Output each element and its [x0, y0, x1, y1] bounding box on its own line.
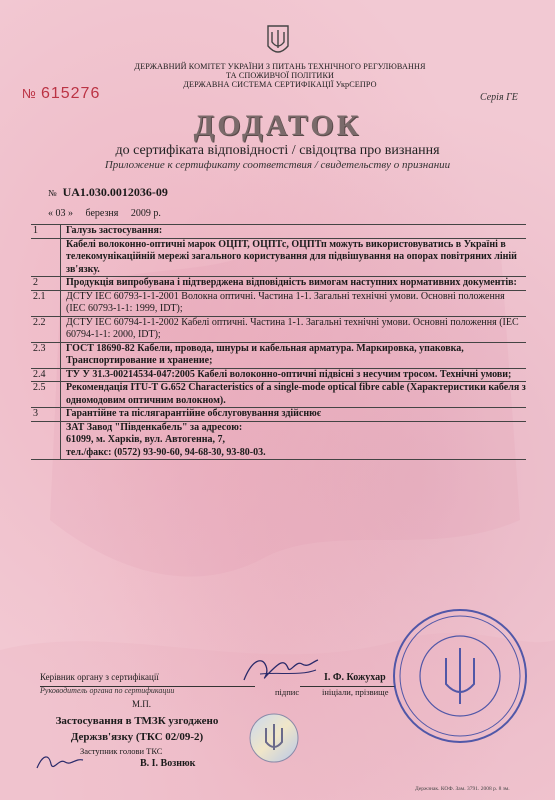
table-row: [31, 434, 526, 447]
row-number: [31, 422, 61, 435]
table-row: [31, 382, 526, 408]
hologram-seal-icon: [248, 712, 300, 764]
handwritten-signature-2: [35, 750, 85, 774]
row-number: 2.2: [31, 317, 61, 342]
row-text: ТУ У 31.3-00214534-047:2005 Кабелі волоконно-оптичні підвісні з несучим тросом. Технічні умови;: [66, 368, 512, 380]
table-row: [31, 239, 526, 278]
approval-line: Держзв'язку (ТКС 02/09-2): [70, 731, 204, 743]
row-number: 2: [31, 277, 61, 290]
table-row: [31, 277, 526, 291]
handwritten-signature: [240, 650, 320, 690]
row-number: 2.5: [31, 382, 61, 407]
table-row: [31, 447, 526, 461]
agency-line: ДЕРЖАВНА СИСТЕМА СЕРТИФІКАЦІЇ УкрСЕПРО: [183, 80, 377, 89]
row-text: ЗАТ Завод "Південкабель" за адресою:: [66, 421, 243, 433]
serial-prefix: №: [22, 86, 37, 101]
printer-imprint: Держзнак. КОФ. Зам. 3791. 2008 р. 8 зм.: [415, 786, 510, 792]
row-number: 2.4: [31, 369, 61, 382]
deputy-name: В. І. Вознюк: [140, 758, 196, 769]
table-row: [31, 422, 526, 435]
row-number: [31, 434, 61, 447]
table-row: [31, 225, 526, 239]
table-row: [31, 343, 526, 369]
document-subtitle-ru: Приложение к сертификату соответствия / свидетельству о признании: [104, 159, 451, 171]
row-text: 61099, м. Харків, вул. Автогенна, 7,: [66, 434, 225, 445]
seal-place-label: М.П.: [132, 699, 152, 709]
certificate-number-prefix: №: [48, 188, 57, 198]
date-month: березня: [85, 208, 119, 219]
content-table: [31, 224, 526, 460]
row-number: 3: [31, 408, 61, 421]
date-year: 2009 р.: [130, 208, 161, 219]
head-of-certification-label: Керівник органу з сертифікації: [40, 672, 159, 682]
row-text: Продукція випробувана і підтверджена відповідність вимогам наступних нормативних документів:: [66, 277, 517, 288]
issuing-agency: [120, 62, 440, 89]
row-number: 1: [31, 225, 61, 238]
row-text: Гарантійне та післягарантійне обслуговування здійснює: [66, 408, 322, 419]
table-row: [31, 291, 526, 317]
head-name: І. Ф. Кожухар: [324, 672, 386, 683]
table-row: [31, 369, 526, 383]
table-row: [31, 408, 526, 422]
row-text: ДСТУ IEC 60793-1-1-2001 Волокна оптичні. Частина 1-1. Загальні технічні умови. Основні положення (IEC 60793-1-1: 1999, IDT);: [66, 290, 505, 314]
document-title: ДОДАТОК: [193, 109, 362, 142]
initials-caption: ініціали, прізвище: [322, 687, 389, 697]
table-row: [31, 317, 526, 343]
row-text: ДСТУ IEC 60794-1-1-2002 Кабелі оптичні. Частина 1-1. Загальні технічні умови. Основні положення (IEC 60794-1-1: 2000, IDT);: [66, 316, 519, 340]
series-label: Серія ГЕ: [480, 92, 518, 103]
row-text: Галузь застосування:: [66, 225, 163, 236]
approval-line: Застосування в ТМЗК узгоджено: [55, 715, 219, 727]
agency-line: ДЕРЖАВНИЙ КОМІТЕТ УКРАЇНИ З ПИТАНЬ ТЕХНІЧНОГО РЕГУЛЮВАННЯ: [134, 62, 426, 71]
row-text: Кабелі волоконно-оптичні марок ОЦПТ, ОЦПТс, ОЦПТп можуть використовуватись в Україні в телекомунікаційній мережі загального користування для підвішування на опорах повітряних ліній зв'язку.: [66, 238, 517, 275]
row-text: ГОСТ 18690-82 Кабели, провода, шнуры и кабельная арматура. Маркировка, упаковка, Транспортирование и хранение;: [66, 342, 464, 366]
trident-emblem-icon: [266, 24, 290, 58]
certificate-number: [48, 185, 168, 200]
document-subtitle: до сертифіката відповідності / свідоцтва про визнання: [115, 143, 440, 158]
row-number: [31, 239, 61, 277]
serial-number: [22, 85, 100, 103]
row-text: Рекомендація ITU-T G.652 Characteristics of a single-mode optical fibre cable (Характеристики кабеля з одномодовим оптичним волокном).: [66, 382, 526, 406]
row-text: тел./факс: (0572) 93-90-60, 94-68-30, 93-80-03.: [66, 446, 266, 458]
head-of-certification-label-ru: Руководитель органа по сертификации: [40, 686, 175, 695]
serial-value: 615276: [40, 85, 101, 102]
certificate-number-value: UA1.030.0012036-09: [62, 185, 168, 199]
date-day: « 03 »: [48, 208, 73, 219]
official-stamp-icon: [390, 606, 530, 746]
deputy-label: Заступник голови ТКС: [80, 746, 163, 756]
signature-caption: підпис: [275, 687, 300, 697]
issue-date: [48, 208, 171, 219]
row-number: [31, 447, 61, 460]
row-number: 2.3: [31, 343, 61, 368]
row-number: 2.1: [31, 291, 61, 316]
agency-line: ТА СПОЖИВЧОЇ ПОЛІТИКИ: [225, 71, 335, 80]
